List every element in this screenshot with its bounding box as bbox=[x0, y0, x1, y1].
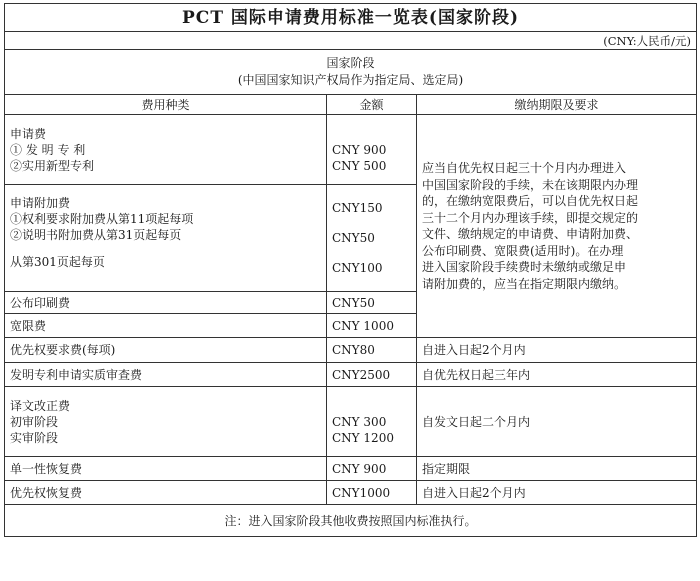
requirement-line: 文件、缴纳规定的申请费、申请附加费、 bbox=[422, 227, 639, 241]
requirement-line: 的，在缴纳宽限费后，可以自优先权日起 bbox=[422, 194, 639, 208]
fee-amount: CNY50 bbox=[332, 231, 375, 245]
fee-name: 申请费 bbox=[10, 126, 47, 141]
fee-name-cell bbox=[5, 185, 327, 292]
fee-item: 实审阶段 bbox=[10, 430, 59, 445]
requirement-line: 中国国家阶段的手续，未在该期限内办理 bbox=[422, 177, 639, 192]
fee-deadline: 自优先权日起三年内 bbox=[417, 363, 697, 387]
fee-name: 优先权要求费(每项) bbox=[5, 338, 327, 363]
amount-cell bbox=[327, 115, 417, 185]
table-row-unity-restoration-fee bbox=[5, 457, 697, 481]
fee-name: 译文改正费 bbox=[10, 398, 71, 413]
fee-item: ②说明书附加费从第31页起每页 bbox=[10, 228, 182, 242]
stage-detail: (中国国家知识产权局作为指定局、选定局) bbox=[237, 73, 464, 87]
table-row-examination-fee bbox=[5, 363, 697, 387]
fee-name: 优先权恢复费 bbox=[5, 481, 327, 505]
fee-amount: CNY1000 bbox=[327, 481, 417, 505]
fee-item: ①权利要求附加费从第11项起每项 bbox=[10, 212, 194, 226]
fee-table bbox=[4, 3, 697, 537]
fee-deadline: 自进入日起2个月内 bbox=[417, 481, 697, 505]
header-fee-type: 费用种类 bbox=[5, 95, 327, 115]
table-row-priority-claim-fee bbox=[5, 338, 697, 363]
merged-requirement-cell bbox=[417, 115, 697, 338]
stage-header bbox=[5, 50, 697, 95]
fee-amount: CNY 900 bbox=[327, 457, 417, 481]
fee-name: 宽限费 bbox=[5, 314, 327, 338]
amount-cell bbox=[327, 387, 417, 457]
table-row-application-fee bbox=[5, 115, 697, 185]
table-row-priority-restoration-fee bbox=[5, 481, 697, 505]
table-title: PCT 国际申请费用标准一览表(国家阶段) bbox=[5, 4, 697, 32]
table-row-translation-fee bbox=[5, 387, 697, 457]
header-amount: 金额 bbox=[327, 95, 417, 115]
fee-amount: CNY150 bbox=[332, 201, 383, 215]
stage-name: 国家阶段 bbox=[326, 56, 375, 70]
table-note: 注：进入国家阶段其他收费按照国内标准执行。 bbox=[5, 505, 697, 537]
amount-cell bbox=[327, 185, 417, 292]
requirement-line: 进入国家阶段手续费时未缴纳或缴足申 bbox=[422, 260, 627, 274]
requirement-line: 三十二个月内办理该手续，即提交规定的 bbox=[422, 210, 639, 225]
fee-name-cell bbox=[5, 115, 327, 185]
fee-amount: CNY 1200 bbox=[332, 430, 394, 445]
fee-item: 从第301页起每页 bbox=[10, 255, 105, 269]
fee-name: 公布印刷费 bbox=[5, 292, 327, 314]
column-header-row bbox=[5, 95, 697, 115]
fee-deadline: 自进入日起2个月内 bbox=[417, 338, 697, 363]
fee-amount: CNY100 bbox=[332, 261, 383, 275]
fee-name: 申请附加费 bbox=[10, 196, 71, 210]
fee-amount: CNY 500 bbox=[332, 158, 387, 173]
fee-amount: CNY 300 bbox=[332, 414, 387, 429]
note-row bbox=[5, 505, 697, 537]
fee-item: 初审阶段 bbox=[10, 414, 59, 429]
header-deadline: 缴纳期限及要求 bbox=[417, 95, 697, 115]
stage-row bbox=[5, 50, 697, 95]
fee-amount: CNY50 bbox=[327, 292, 417, 314]
fee-item: ① 发 明 专 利 bbox=[10, 142, 86, 157]
fee-item: ②实用新型专利 bbox=[10, 158, 95, 173]
unit-row bbox=[5, 32, 697, 50]
fee-deadline: 指定期限 bbox=[417, 457, 697, 481]
fee-name: 发明专利申请实质审查费 bbox=[5, 363, 327, 387]
fee-name-cell bbox=[5, 387, 327, 457]
title-row bbox=[5, 4, 697, 32]
fee-amount: CNY 900 bbox=[332, 142, 387, 157]
fee-amount: CNY80 bbox=[327, 338, 417, 363]
requirement-line: 请附加费的，应当在指定期限内缴纳。 bbox=[422, 276, 627, 291]
currency-unit: (CNY:人民币/元) bbox=[5, 32, 697, 50]
requirement-line: 应当自优先权日起三十个月内办理进入 bbox=[422, 161, 627, 175]
fee-deadline: 自发文日起二个月内 bbox=[417, 387, 697, 457]
fee-amount: CNY2500 bbox=[327, 363, 417, 387]
requirement-line: 公布印刷费、宽限费(适用时)。在办理 bbox=[422, 243, 624, 258]
fee-amount: CNY 1000 bbox=[327, 314, 417, 338]
fee-name: 单一性恢复费 bbox=[5, 457, 327, 481]
